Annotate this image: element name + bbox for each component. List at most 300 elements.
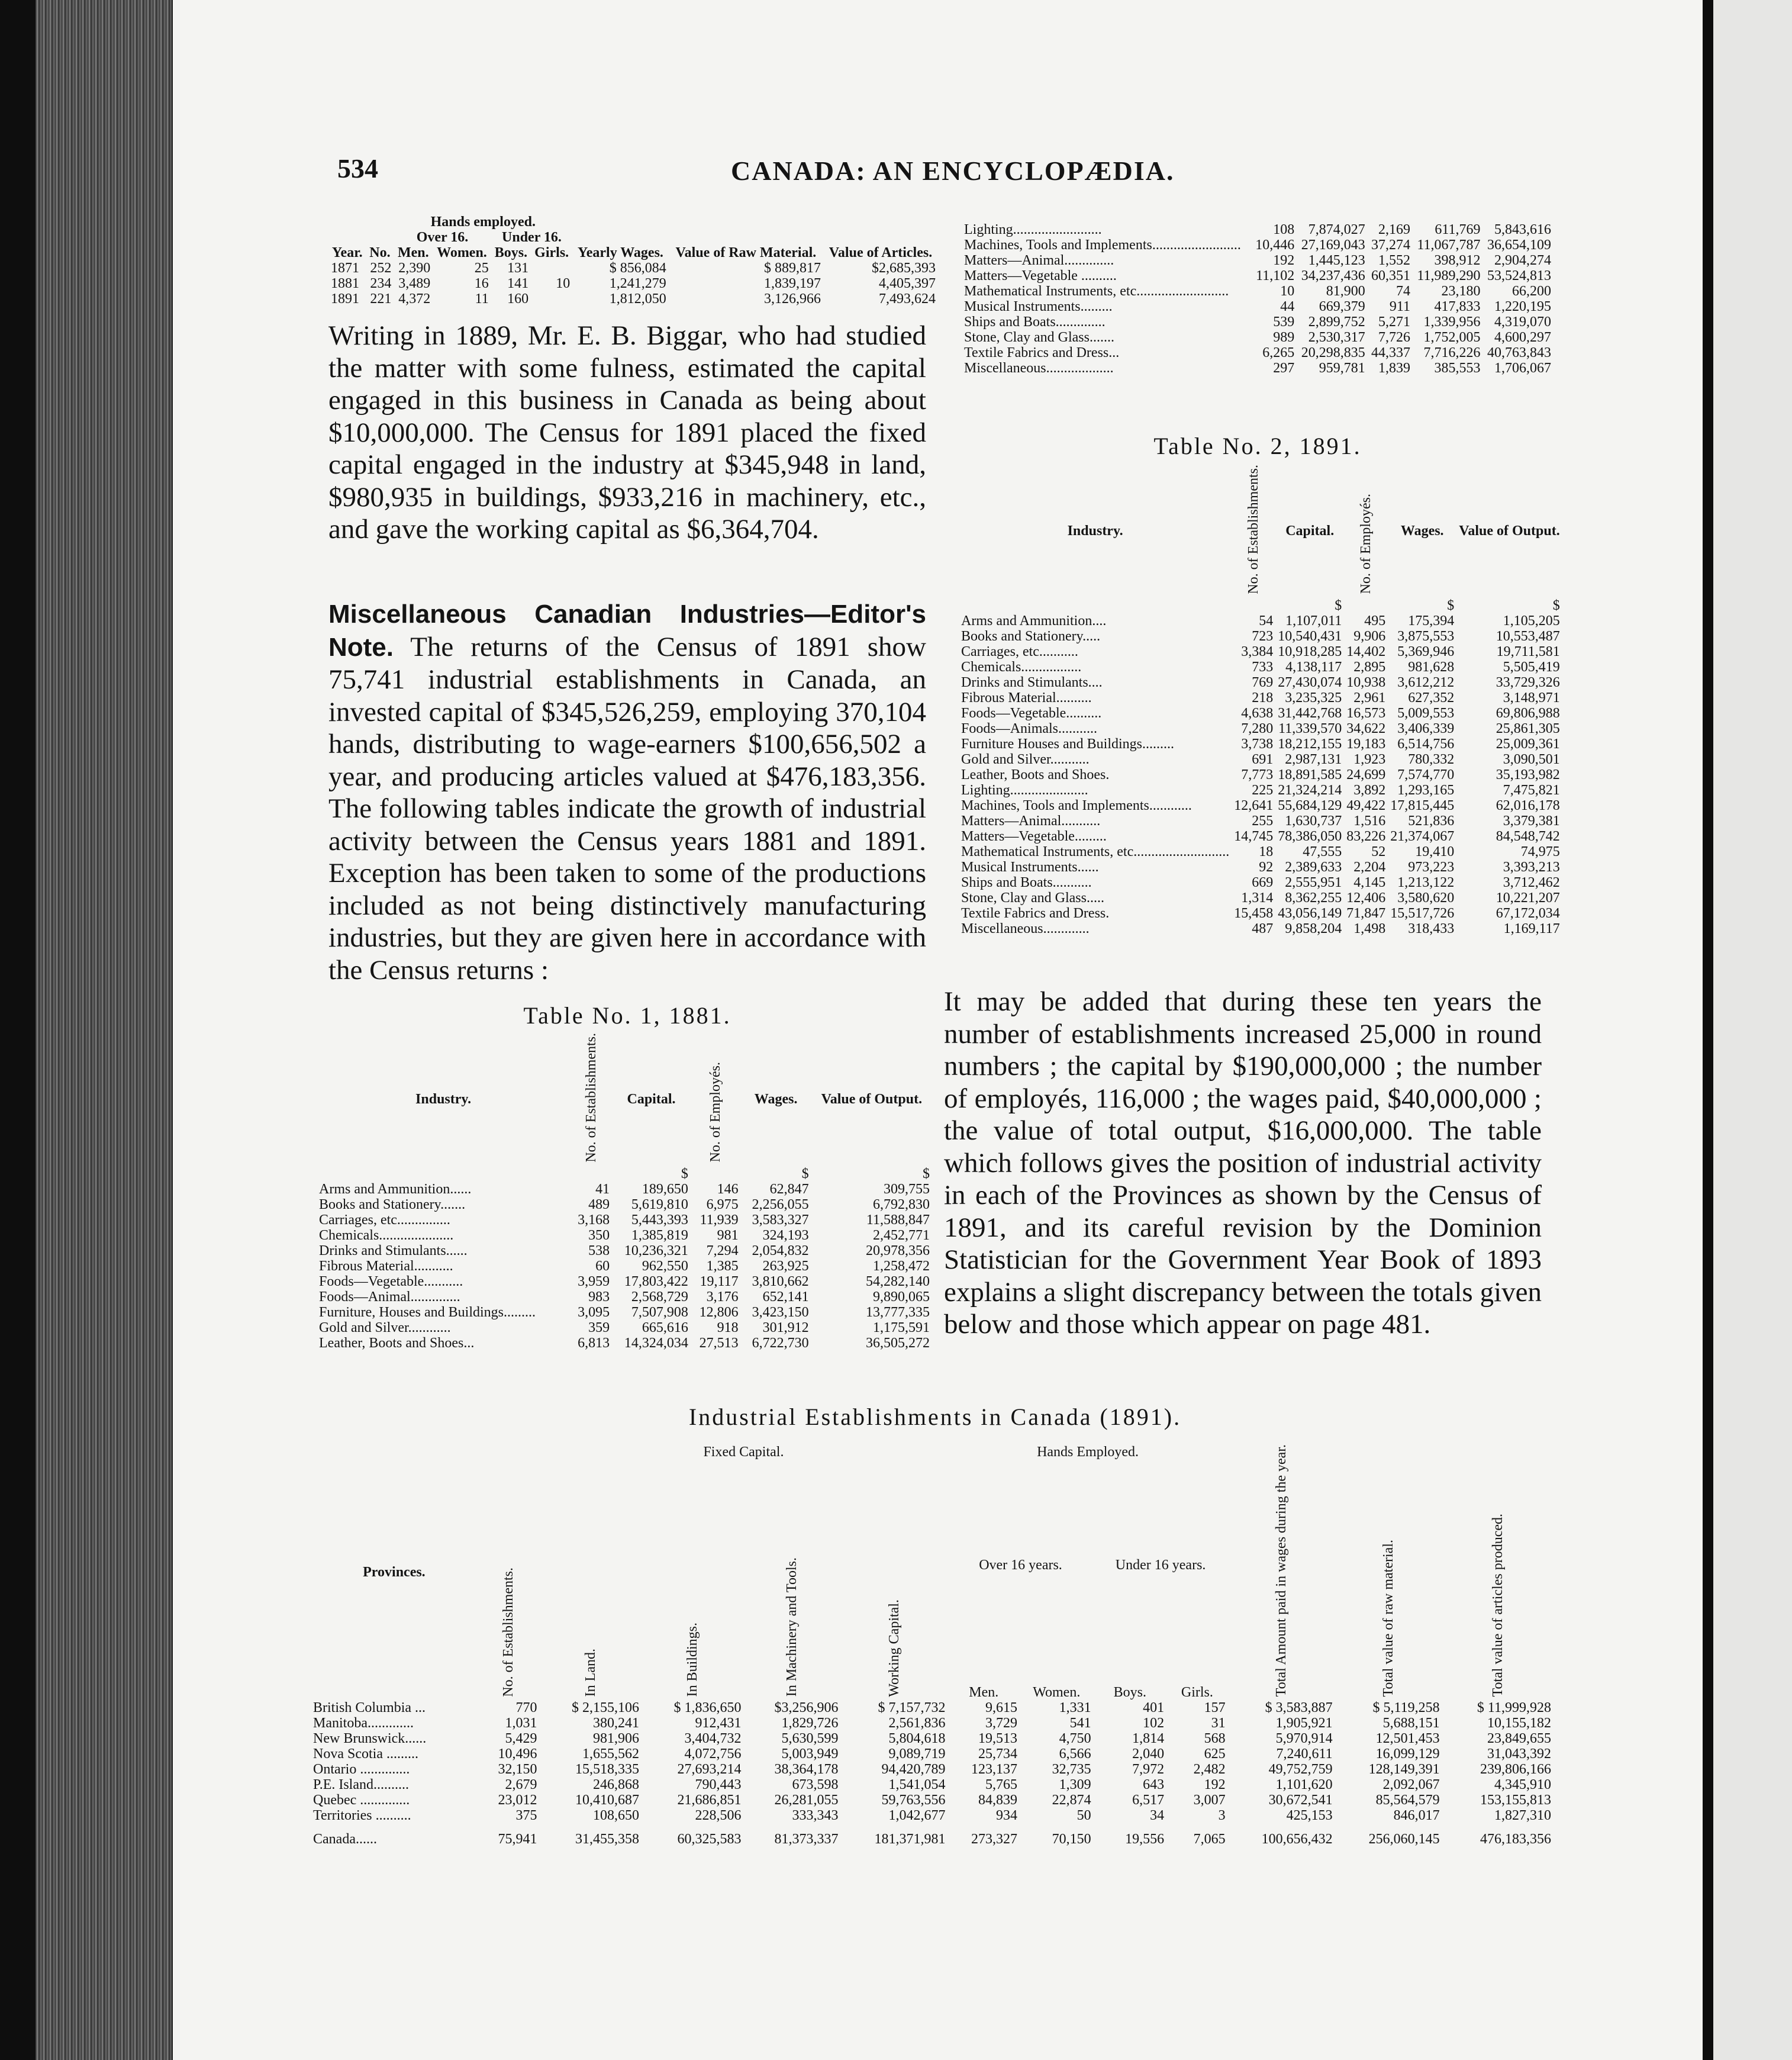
table-cell: 1,905,921: [1275, 1715, 1333, 1731]
table-cell: 3,406,339: [1397, 720, 1455, 736]
table-cell: 1,516: [1353, 813, 1386, 829]
table-cell: 489: [588, 1196, 610, 1212]
table-cell: 34: [1150, 1808, 1165, 1824]
table-cell: 27,513: [699, 1335, 739, 1351]
table-cell: 2,904,274: [1494, 253, 1551, 268]
misc-section: [328, 598, 926, 986]
table-cell: 31: [1211, 1715, 1226, 1731]
table-row: [317, 1320, 932, 1335]
col-under16: Under 16.: [502, 230, 562, 245]
table-cell: 846,017: [1393, 1808, 1440, 1824]
table-cell: 380,241: [592, 1715, 639, 1731]
table-row: [311, 1715, 1554, 1731]
table-cell: 18: [1259, 844, 1274, 860]
row-label: Quebec ..............: [313, 1792, 410, 1808]
table-cell: 5,619,810: [631, 1196, 688, 1212]
table-cell: 192: [1204, 1777, 1226, 1793]
table-cell: 1,812,050: [609, 291, 666, 307]
table-cell: 26,281,055: [774, 1792, 839, 1808]
table-cell: 1,829,726: [781, 1715, 839, 1731]
t2-col-wages: Wages.: [1400, 523, 1444, 539]
table3-caption: Industrial Establishments in Canada (1891).: [688, 1404, 1182, 1430]
t3-col-girls: Girls.: [1181, 1685, 1213, 1701]
table-cell: 973,223: [1408, 859, 1455, 875]
table-cell: 8,362,255: [1285, 890, 1342, 906]
table-cell: 252: [370, 260, 392, 276]
table-cell: 2,092,067: [1382, 1777, 1440, 1793]
table-cell: 1,107,011: [1285, 613, 1342, 629]
table-cell: $ 7,157,732: [878, 1700, 946, 1716]
table-cell: $ 3,583,887: [1265, 1700, 1333, 1716]
table-cell: $ 1,836,650: [673, 1700, 742, 1716]
t1-unit-output: $: [923, 1166, 930, 1182]
table-cell: 398,912: [1434, 253, 1481, 268]
table-cell: 69,806,988: [1496, 705, 1560, 721]
table-row: [317, 1212, 932, 1228]
table-row: [959, 890, 1562, 906]
row-label: Fibrous Material..........: [961, 690, 1092, 706]
table-cell: 10,918,285: [1278, 643, 1342, 659]
t3-col-over16: Over 16 years.: [979, 1557, 1062, 1573]
total-cell: 273,327: [971, 1832, 1018, 1847]
t1-col-wages: Wages.: [754, 1092, 798, 1108]
table-cell: 9,089,719: [888, 1746, 946, 1762]
table1-continued: [962, 222, 1554, 376]
next-page-sliver: [1713, 0, 1792, 2060]
table-cell: 66,200: [1512, 284, 1551, 299]
table-cell: 21,686,851: [677, 1792, 742, 1808]
table-cell: 918: [717, 1319, 739, 1335]
row-label: Matters—Animal..............: [964, 253, 1114, 268]
table-cell: 538: [588, 1243, 610, 1258]
table-cell: 3,007: [1193, 1792, 1226, 1808]
table-cell: 123,137: [971, 1762, 1018, 1778]
row-label: Leather, Boots and Shoes...: [319, 1335, 475, 1351]
table-cell: 5,429: [505, 1731, 537, 1747]
table-cell: 16: [474, 276, 489, 291]
table-cell: 10,938: [1346, 674, 1386, 690]
table-cell: 21,324,214: [1278, 782, 1342, 798]
t2-unit-output: $: [1552, 597, 1560, 613]
table-row: [959, 767, 1562, 783]
table-cell: 2,256,055: [752, 1196, 809, 1212]
table-cell: 12,501,453: [1375, 1731, 1440, 1747]
table-cell: 5,630,599: [781, 1731, 839, 1747]
table-cell: 20,298,835: [1301, 345, 1365, 360]
table-cell: 1,101,620: [1275, 1777, 1333, 1793]
table-cell: $ 2,155,106: [571, 1700, 639, 1716]
table1-continued-body: [962, 222, 1554, 376]
table-cell: 1,839,197: [764, 276, 821, 291]
table-row: [317, 1182, 932, 1197]
row-label: Gold and Silver............: [319, 1319, 451, 1335]
table-cell: 36,505,272: [866, 1335, 930, 1351]
table-cell: 11,588,847: [866, 1212, 930, 1228]
table-cell: 1,309: [1059, 1777, 1091, 1793]
table-cell: 19,183: [1346, 736, 1386, 752]
t3-col-machinery: In Machinery and Tools.: [784, 1557, 800, 1697]
table-cell: 11,339,570: [1278, 720, 1342, 736]
table-cell: 539: [1273, 314, 1295, 330]
running-head: CANADA: AN ENCYCLOPÆDIA.: [731, 156, 1175, 186]
table-cell: 59,763,556: [881, 1792, 946, 1808]
table-cell: 35,193,982: [1496, 767, 1560, 783]
total-cell: 7,065: [1193, 1832, 1226, 1847]
total-cell: 476,183,356: [1480, 1832, 1551, 1847]
total-cell: 70,150: [1052, 1832, 1091, 1847]
table-cell: 1,331: [1059, 1700, 1091, 1716]
table-cell: 92: [1259, 859, 1274, 875]
table-cell: 11,102: [1256, 268, 1295, 284]
table-cell: 141: [507, 276, 529, 291]
table-cell: 60: [595, 1258, 610, 1274]
table-cell: 10: [556, 276, 571, 291]
table-cell: 1,552: [1378, 253, 1410, 268]
t1-col-industry: Industry.: [415, 1092, 472, 1108]
table-cell: 643: [1143, 1777, 1165, 1793]
table-cell: 5,804,618: [888, 1731, 946, 1747]
table-cell: $ 11,999,928: [1477, 1700, 1551, 1716]
col-girls: Girls.: [534, 245, 569, 260]
table-cell: 541: [1069, 1715, 1091, 1731]
table-cell: 10,496: [498, 1746, 537, 1762]
table-cell: 43,056,149: [1278, 905, 1342, 921]
table-cell: 19,711,581: [1496, 643, 1560, 659]
table-cell: 4,638: [1241, 705, 1274, 721]
table-row: [962, 284, 1554, 299]
table-cell: 19,117: [700, 1273, 739, 1289]
table-cell: 1,498: [1353, 920, 1386, 936]
table-row: [959, 629, 1562, 644]
table-cell: 2,961: [1353, 690, 1386, 706]
row-label: Matters—Vegetable.........: [961, 828, 1107, 844]
table-cell: 54,282,140: [866, 1273, 930, 1289]
table-cell: 37,274: [1371, 237, 1410, 253]
table-cell: 981,906: [592, 1731, 639, 1747]
t2-col-capital: Capital.: [1285, 523, 1335, 539]
table-cell: 228,506: [695, 1808, 742, 1824]
table-cell: 52: [1371, 844, 1386, 860]
row-label: Ontario ..............: [313, 1762, 410, 1778]
table-cell: 239,806,166: [1480, 1762, 1551, 1778]
table-cell: 2,390: [398, 260, 431, 276]
row-label: Matters—Animal...........: [961, 813, 1101, 829]
paragraph-added: [944, 986, 1542, 1341]
table2-body: [959, 613, 1562, 936]
table-cell: 55,684,129: [1278, 797, 1342, 813]
total-label: Canada......: [313, 1832, 377, 1847]
table-cell: 10,553,487: [1496, 628, 1560, 644]
table-cell: 521,836: [1408, 813, 1455, 829]
row-label: Stone, Clay and Glass.......: [964, 330, 1114, 345]
table-cell: 40,763,843: [1487, 345, 1551, 360]
t1-col-capital: Capital.: [627, 1092, 676, 1108]
table-row: [959, 798, 1562, 813]
t3-col-men: Men.: [969, 1685, 999, 1701]
table-cell: 44,337: [1371, 345, 1410, 360]
t2-col-est: No. of Establishments.: [1246, 465, 1262, 594]
table-cell: 11,067,787: [1417, 237, 1481, 253]
table-cell: 27,169,043: [1301, 237, 1365, 253]
table-cell: 1,839: [1378, 360, 1410, 376]
table-row: [311, 1731, 1554, 1746]
col-hands: Hands employed.: [430, 214, 536, 230]
table-cell: 981,628: [1408, 659, 1455, 675]
table-cell: 1,175,591: [873, 1319, 930, 1335]
table-cell: 15,518,335: [575, 1762, 639, 1778]
table-cell: 652,141: [762, 1289, 809, 1305]
t1-col-employes: No. of Employés.: [708, 1062, 724, 1163]
table-cell: 297: [1273, 360, 1295, 376]
table-cell: 9,890,065: [873, 1289, 930, 1305]
table-cell: 192: [1273, 253, 1295, 268]
row-label: Gold and Silver...........: [961, 751, 1090, 767]
row-label: Carriages, etc...........: [961, 643, 1078, 659]
table-cell: 962,550: [642, 1258, 688, 1274]
table-row: [959, 613, 1562, 629]
table-cell: 1,814: [1132, 1731, 1165, 1747]
table-row: [959, 921, 1562, 936]
table-cell: 49,422: [1346, 797, 1386, 813]
table-cell: 16,099,129: [1375, 1746, 1440, 1762]
table-cell: 17,815,445: [1390, 797, 1455, 813]
table-row: [959, 706, 1562, 721]
table-cell: 62,016,178: [1496, 797, 1560, 813]
table-cell: 24,699: [1346, 767, 1386, 783]
table-cell: 911: [1389, 299, 1410, 314]
table-cell: 3,095: [578, 1304, 610, 1320]
table-cell: 23,012: [498, 1792, 537, 1808]
table-cell: 84,839: [978, 1792, 1018, 1808]
row-label: New Brunswick......: [313, 1731, 427, 1747]
row-label: Stone, Clay and Glass.....: [961, 890, 1104, 906]
table-row: [328, 291, 938, 307]
table-cell: 131: [507, 260, 529, 276]
table-cell: 3,810,662: [752, 1273, 809, 1289]
table-cell: 309,755: [884, 1181, 930, 1197]
table-row: [959, 813, 1562, 829]
table-cell: 30,672,541: [1268, 1792, 1333, 1808]
table-cell: 2,389,633: [1285, 859, 1342, 875]
total-cell: 19,556: [1125, 1832, 1165, 1847]
table-cell: 6,975: [706, 1196, 739, 1212]
table-cell: 1,752,005: [1423, 330, 1481, 345]
row-label: Miscellaneous.............: [961, 920, 1090, 936]
hands-table-body: [328, 260, 938, 307]
table-cell: 27,693,214: [677, 1762, 742, 1778]
table-cell: 3,168: [578, 1212, 610, 1228]
table-cell: 3,712,462: [1503, 874, 1560, 890]
table-cell: 5,688,151: [1382, 1715, 1440, 1731]
table2: [959, 465, 1560, 936]
table-cell: 10,236,321: [624, 1243, 688, 1258]
table-cell: 25,861,305: [1496, 720, 1560, 736]
table1-caption: Table No. 1, 1881.: [523, 1002, 731, 1029]
table-cell: 14,402: [1346, 643, 1386, 659]
table-cell: 3,489: [398, 276, 431, 291]
col-year: Year.: [331, 245, 363, 260]
col-over16: Over 16.: [416, 230, 469, 245]
row-label: Chemicals.................: [961, 659, 1082, 675]
table-cell: 1,385: [706, 1258, 739, 1274]
book-edge-shadow: [0, 0, 36, 2060]
table-row: [959, 736, 1562, 752]
table-cell: 7,507,908: [631, 1304, 688, 1320]
table-row: [959, 644, 1562, 659]
table-cell: 15,517,726: [1390, 905, 1455, 921]
table-cell: 246,868: [592, 1777, 639, 1793]
col-women: Women.: [437, 245, 487, 260]
table-cell: 3,379,381: [1503, 813, 1560, 829]
row-label: Leather, Boots and Shoes.: [961, 767, 1110, 783]
table-cell: 38,364,178: [774, 1762, 839, 1778]
t1-col-output: Value of Output.: [821, 1092, 923, 1108]
table-cell: 375: [515, 1808, 537, 1824]
table-cell: 3,090,501: [1503, 751, 1560, 767]
table-cell: 6,517: [1132, 1792, 1165, 1808]
table-cell: 218: [1252, 690, 1274, 706]
table-cell: 912,431: [695, 1715, 742, 1731]
table-cell: 7,475,821: [1503, 782, 1560, 798]
table-cell: 1,031: [505, 1715, 537, 1731]
table-cell: 1,339,956: [1423, 314, 1481, 330]
table1: [317, 1033, 932, 1351]
t3-col-working: Working Capital.: [886, 1599, 902, 1697]
table-cell: 19,513: [978, 1731, 1018, 1747]
table-cell: 94,420,789: [881, 1762, 946, 1778]
table-cell: 2,530,317: [1308, 330, 1365, 345]
table-cell: 78,386,050: [1278, 828, 1342, 844]
table-cell: 983: [588, 1289, 610, 1305]
table-cell: 128,149,391: [1368, 1762, 1440, 1778]
table-cell: 19,410: [1415, 844, 1455, 860]
table-cell: 1,258,472: [873, 1258, 930, 1274]
t2-unit-capital: $: [1335, 597, 1342, 613]
col-men: Men.: [397, 245, 429, 260]
table-row: [317, 1289, 932, 1305]
t2-col-output: Value of Output.: [1459, 523, 1560, 539]
table-cell: 7,294: [706, 1243, 739, 1258]
table-cell: 7,574,770: [1397, 767, 1455, 783]
row-label: Drinks and Stimulants....: [961, 674, 1103, 690]
table-cell: 1,105,205: [1503, 613, 1560, 629]
page-number: 534: [337, 153, 378, 184]
table-cell: 146: [717, 1181, 739, 1197]
table-cell: 3,583,327: [752, 1212, 809, 1228]
t1-unit-capital: $: [681, 1166, 688, 1182]
table-cell: 9,858,204: [1285, 920, 1342, 936]
table-cell: 3,580,620: [1397, 890, 1455, 906]
row-label: Foods—Vegetable...........: [319, 1273, 463, 1289]
table-cell: 7,280: [1241, 720, 1274, 736]
total-cell: 81,373,337: [774, 1832, 839, 1847]
table-cell: 54: [1259, 613, 1274, 629]
t3-col-raw: Total value of raw material.: [1381, 1539, 1397, 1697]
table-cell: 5,970,914: [1275, 1731, 1333, 1747]
table-cell: 625: [1204, 1746, 1226, 1762]
table-cell: 425,153: [1286, 1808, 1333, 1824]
table-cell: 1,213,122: [1397, 874, 1455, 890]
table-cell: 6,722,730: [752, 1335, 809, 1351]
table-cell: 34,622: [1346, 720, 1386, 736]
table-cell: 5,009,553: [1397, 705, 1455, 721]
table-cell: 60,351: [1371, 268, 1410, 284]
table-cell: 3: [1218, 1808, 1226, 1824]
table-cell: 23,849,655: [1487, 1731, 1551, 1747]
table-cell: 3,738: [1241, 736, 1274, 752]
table3: [311, 1444, 1554, 1847]
table-cell: 6,514,756: [1397, 736, 1455, 752]
table-cell: $ 5,119,258: [1372, 1700, 1440, 1716]
table-cell: 4,405,397: [879, 276, 936, 291]
total-cell: 31,455,358: [575, 1832, 639, 1847]
table-cell: 769: [1252, 674, 1274, 690]
table-row: [962, 345, 1554, 360]
row-label: Furniture Houses and Buildings.........: [961, 736, 1174, 752]
table-cell: 74: [1395, 284, 1410, 299]
t2-col-industry: Industry.: [1067, 523, 1123, 539]
t3-col-fixed-capital: Fixed Capital.: [703, 1444, 784, 1460]
table-cell: 611,769: [1435, 222, 1481, 237]
table-cell: 2,568,729: [631, 1289, 688, 1305]
row-label: British Columbia ...: [313, 1700, 426, 1716]
table-cell: 7,240,611: [1276, 1746, 1333, 1762]
table-cell: 81,900: [1326, 284, 1365, 299]
row-label: Foods—Animal..............: [319, 1289, 460, 1305]
t3-col-wages: Total Amount paid in wages during the year.: [1274, 1444, 1290, 1697]
table-cell: 12,806: [699, 1304, 739, 1320]
table-cell: 263,925: [762, 1258, 809, 1274]
table-cell: 32,735: [1052, 1762, 1091, 1778]
table-cell: 2,555,951: [1285, 874, 1342, 890]
table-row: [962, 237, 1554, 253]
table-cell: 350: [588, 1227, 610, 1243]
table-cell: 568: [1204, 1731, 1226, 1747]
table-cell: 85,564,579: [1375, 1792, 1440, 1808]
table-cell: 934: [996, 1808, 1018, 1824]
table-row: [962, 330, 1554, 345]
table-cell: 3,404,732: [684, 1731, 742, 1747]
table-cell: 733: [1252, 659, 1274, 675]
table-cell: 2,561,836: [888, 1715, 946, 1731]
table-row: [317, 1305, 932, 1320]
table-cell: 44: [1280, 299, 1295, 314]
table-cell: 14,324,034: [624, 1335, 688, 1351]
total-row: [311, 1823, 1554, 1847]
t3-col-women: Women.: [1033, 1685, 1081, 1701]
table-cell: 324,193: [762, 1227, 809, 1243]
table-cell: 2,899,752: [1308, 314, 1365, 330]
table-cell: 23,180: [1441, 284, 1481, 299]
row-label: Musical Instruments.........: [964, 299, 1113, 314]
table-cell: 401: [1143, 1700, 1165, 1716]
table-cell: 1,655,562: [582, 1746, 639, 1762]
table1-body: [317, 1182, 932, 1351]
table-cell: 50: [1077, 1808, 1091, 1824]
table-cell: 3,393,213: [1503, 859, 1560, 875]
table-cell: 1,827,310: [1494, 1808, 1551, 1824]
row-label: Textile Fabrics and Dress.: [961, 905, 1110, 921]
table-cell: 673,598: [792, 1777, 839, 1793]
row-label: 1871: [331, 260, 359, 276]
table-cell: 62,847: [769, 1181, 809, 1197]
table-cell: 959,781: [1319, 360, 1365, 376]
row-label: 1881: [331, 276, 359, 291]
table-row: [959, 659, 1562, 675]
t1-unit-wages: $: [801, 1166, 809, 1182]
total-cell: 75,941: [498, 1832, 537, 1847]
table-cell: 1,385,819: [631, 1227, 688, 1243]
